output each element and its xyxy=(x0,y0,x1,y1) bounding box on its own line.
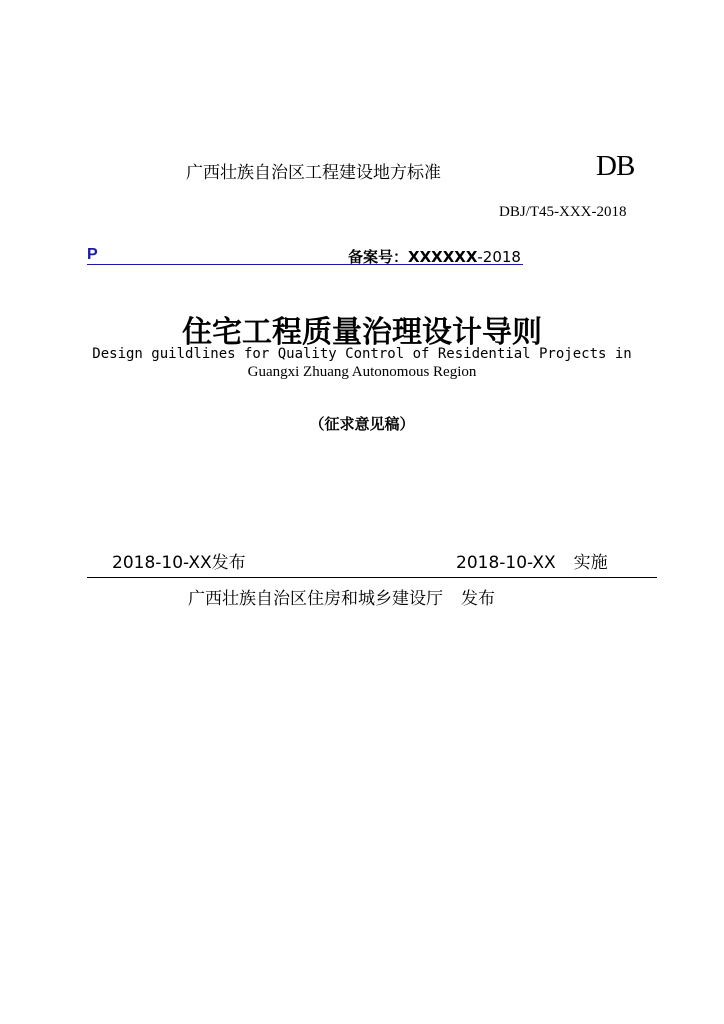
english-title-line-2: Guangxi Zhuang Autonomous Region xyxy=(247,364,477,380)
effective-date-label: 实施 xyxy=(573,553,608,573)
issue-date-label: 发布 xyxy=(211,553,246,573)
header-divider xyxy=(87,264,523,265)
db-mark: DB xyxy=(596,150,635,182)
record-number-label: 备案号：XXXXXX xyxy=(348,248,478,266)
issue-date xyxy=(112,548,246,573)
issuing-authority xyxy=(188,584,495,609)
issuer-action: 发布 xyxy=(461,589,495,609)
classification-letter: P xyxy=(87,246,98,263)
issuer-name: 广西壮族自治区住房和城乡建设厅 xyxy=(188,589,443,609)
standard-code: DBJ/T45-XXX-2018 xyxy=(499,204,627,220)
effective-date xyxy=(456,548,608,573)
document-title: 住宅工程质量治理设计导则 xyxy=(182,315,542,350)
english-title-line-1: Design guildlines for Quality Control of Residential Projects in xyxy=(92,346,632,362)
footer-divider xyxy=(87,577,657,578)
issue-date-value: 2018-10-XX xyxy=(112,553,212,573)
effective-date-value: 2018-10-XX xyxy=(456,553,556,573)
standard-category-title: 广西壮族自治区工程建设地方标准 xyxy=(186,163,441,183)
draft-note: （征求意见稿） xyxy=(309,415,415,433)
record-number-suffix: -2018 xyxy=(477,248,521,266)
